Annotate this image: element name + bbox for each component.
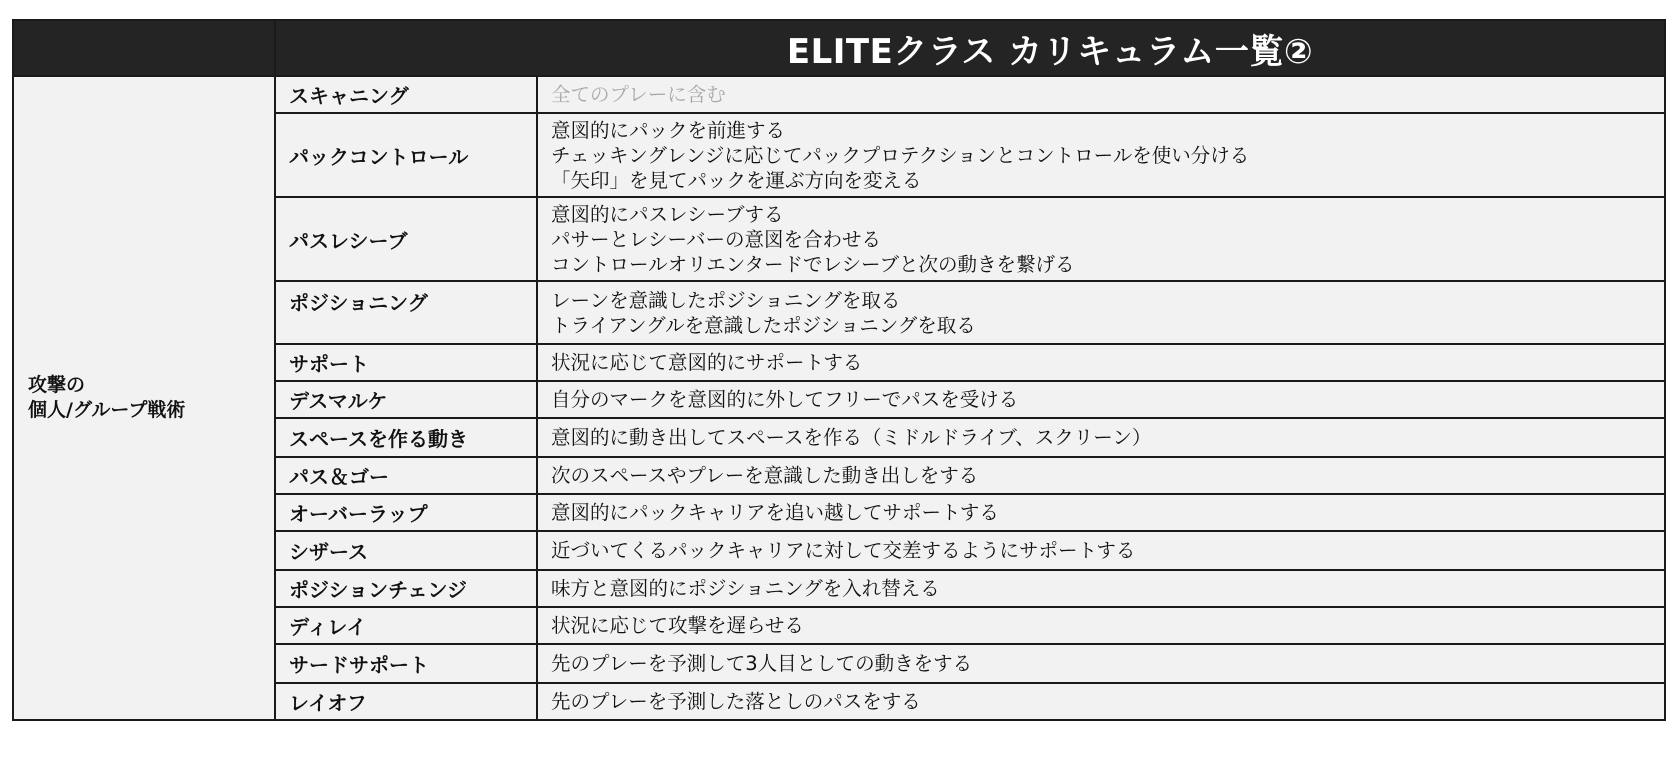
description-line: コントロールオリエンタードでレシーブと次の動きを繋げる xyxy=(551,252,1075,276)
description-line: 意図的にパスレシーブする xyxy=(551,202,784,226)
curriculum-table xyxy=(12,19,1666,721)
description-line: レーンを意識したポジショニングを取る xyxy=(551,288,901,312)
description-line: 状況に応じて意図的にサポートする xyxy=(551,351,863,374)
skill-description-cell xyxy=(537,531,1665,570)
skill-name-cell: ポジショニング xyxy=(275,281,537,344)
description-line: トライアングルを意識したポジショニングを取る xyxy=(551,313,976,337)
table-body xyxy=(13,76,1665,720)
skill-name-cell: パックコントロール xyxy=(275,113,537,197)
skill-description-cell xyxy=(537,113,1665,197)
description-line: 「矢印」を見てパックを運ぶ方向を変える xyxy=(551,168,922,192)
skill-name-cell: ディレイ xyxy=(275,607,537,644)
skill-name-cell: レイオフ xyxy=(275,683,537,720)
table-title: ELITEクラス カリキュラム一覧② xyxy=(786,31,1314,72)
skill-name-cell: サポート xyxy=(275,344,537,381)
skill-name-cell: オーバーラップ xyxy=(275,494,537,531)
description-line: 自分のマークを意図的に外してフリーでパスを受ける xyxy=(551,388,1019,411)
skill-name-cell: スキャニング xyxy=(275,76,537,113)
table-row xyxy=(13,76,1665,113)
skill-name-cell: パスレシーブ xyxy=(275,197,537,281)
description-line: チェッキングレンジに応じてパックプロテクションとコントロールを使い分ける xyxy=(551,143,1250,167)
skill-description-cell xyxy=(537,607,1665,644)
skill-description-cell xyxy=(537,418,1665,457)
description-line: 意図的にパックキャリアを追い越してサポートする xyxy=(551,501,999,524)
description-line: 状況に応じて攻撃を遅らせる xyxy=(551,614,804,637)
description-line: 意図的に動き出してスペースを作る（ミドルドライブ、スクリーン） xyxy=(551,426,1152,449)
skill-description-cell xyxy=(537,457,1665,494)
skill-description-cell xyxy=(537,494,1665,531)
category-label-line: 個人/グループ戦術 xyxy=(28,399,186,421)
skill-name-cell: スペースを作る動き xyxy=(275,418,537,457)
skill-name-cell: パス＆ゴー xyxy=(275,457,537,494)
skill-name-cell: シザース xyxy=(275,531,537,570)
skill-description-cell xyxy=(537,281,1665,344)
skill-name-cell: ポジションチェンジ xyxy=(275,570,537,607)
header-blank-cell xyxy=(13,20,275,76)
description-line: 先のプレーを予測した落としのパスをする xyxy=(551,690,921,713)
skill-description-cell xyxy=(537,570,1665,607)
description-line: 味方と意図的にポジショニングを入れ替える xyxy=(551,577,940,600)
skill-description-cell xyxy=(537,197,1665,281)
description-line: 次のスペースやプレーを意識した動き出しをする xyxy=(551,464,979,487)
title-row xyxy=(13,20,1665,76)
description-line: 近づいてくるパックキャリアに対して交差するようにサポートする xyxy=(551,539,1136,562)
skill-name-cell: デスマルケ xyxy=(275,381,537,418)
description-line: 先のプレーを予測して3人目としての動きをする xyxy=(551,652,973,675)
skill-name-cell: サードサポート xyxy=(275,644,537,683)
description-line: 全てのプレーに含む xyxy=(551,83,726,106)
skill-description-cell xyxy=(537,381,1665,418)
category-label-line: 攻撃の xyxy=(28,374,86,396)
table-title-cell xyxy=(275,20,1665,76)
category-cell xyxy=(13,76,275,720)
skill-description-cell xyxy=(537,644,1665,683)
description-line: 意図的にパックを前進する xyxy=(551,118,786,142)
description-line: パサーとレシーバーの意図を合わせる xyxy=(551,227,882,251)
skill-description-cell xyxy=(537,344,1665,381)
skill-description-cell xyxy=(537,76,1665,113)
skill-description-cell xyxy=(537,683,1665,720)
